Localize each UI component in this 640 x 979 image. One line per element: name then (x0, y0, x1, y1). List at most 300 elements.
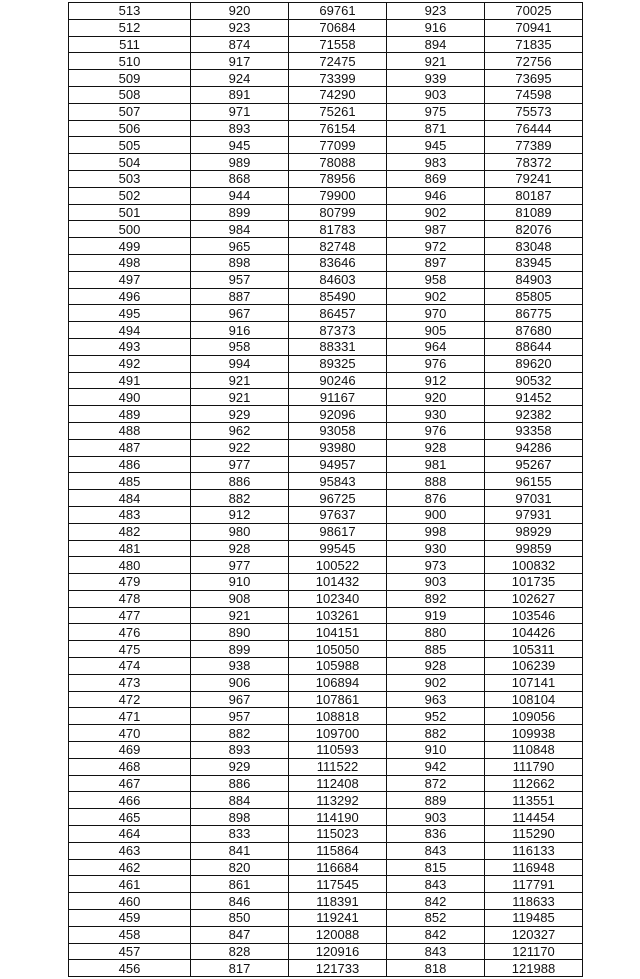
cumulative-cell-b: 97031 (485, 490, 583, 507)
cumulative-cell-b: 74598 (485, 86, 583, 103)
count-cell-a: 980 (191, 523, 289, 540)
cumulative-cell-b: 91452 (485, 389, 583, 406)
cumulative-cell-b: 93358 (485, 422, 583, 439)
table-row (69, 876, 583, 893)
count-cell-a: 899 (191, 641, 289, 658)
count-cell-b: 970 (387, 305, 485, 322)
count-cell-b: 880 (387, 624, 485, 641)
cumulative-cell-a: 111522 (289, 758, 387, 775)
cumulative-cell-a: 89325 (289, 355, 387, 372)
cumulative-cell-b: 102627 (485, 590, 583, 607)
table-row (69, 19, 583, 36)
cumulative-cell-a: 84603 (289, 271, 387, 288)
count-cell-b: 921 (387, 53, 485, 70)
count-cell-a: 921 (191, 372, 289, 389)
cumulative-cell-a: 113292 (289, 792, 387, 809)
count-cell-a: 917 (191, 53, 289, 70)
count-cell-b: 919 (387, 607, 485, 624)
cumulative-cell-b: 73695 (485, 70, 583, 87)
table-row (69, 658, 583, 675)
score-cell: 465 (69, 809, 191, 826)
cumulative-cell-b: 116948 (485, 859, 583, 876)
cumulative-cell-a: 119241 (289, 910, 387, 927)
table-row (69, 3, 583, 20)
count-cell-a: 945 (191, 137, 289, 154)
cumulative-cell-b: 95267 (485, 456, 583, 473)
score-cell: 508 (69, 86, 191, 103)
cumulative-cell-a: 93058 (289, 422, 387, 439)
cumulative-cell-a: 114190 (289, 809, 387, 826)
cumulative-cell-a: 77099 (289, 137, 387, 154)
score-cell: 512 (69, 19, 191, 36)
cumulative-cell-a: 102340 (289, 590, 387, 607)
score-cell: 509 (69, 70, 191, 87)
count-cell-a: 817 (191, 960, 289, 977)
count-cell-b: 903 (387, 574, 485, 591)
count-cell-b: 998 (387, 523, 485, 540)
cumulative-cell-a: 105050 (289, 641, 387, 658)
count-cell-a: 912 (191, 506, 289, 523)
cumulative-cell-b: 120327 (485, 926, 583, 943)
cumulative-cell-b: 96155 (485, 473, 583, 490)
count-cell-a: 906 (191, 674, 289, 691)
cumulative-cell-a: 95843 (289, 473, 387, 490)
count-cell-b: 939 (387, 70, 485, 87)
count-cell-b: 987 (387, 221, 485, 238)
count-cell-a: 910 (191, 574, 289, 591)
cumulative-cell-a: 75261 (289, 103, 387, 120)
count-cell-b: 882 (387, 725, 485, 742)
cumulative-cell-b: 83048 (485, 238, 583, 255)
score-cell: 487 (69, 439, 191, 456)
count-cell-b: 897 (387, 254, 485, 271)
cumulative-cell-b: 84903 (485, 271, 583, 288)
cumulative-cell-a: 87373 (289, 322, 387, 339)
score-cell: 510 (69, 53, 191, 70)
cumulative-cell-b: 105311 (485, 641, 583, 658)
table-row (69, 490, 583, 507)
table-row (69, 389, 583, 406)
cumulative-cell-b: 101735 (485, 574, 583, 591)
cumulative-cell-b: 83945 (485, 254, 583, 271)
count-cell-a: 957 (191, 271, 289, 288)
score-cell: 492 (69, 355, 191, 372)
table-row (69, 607, 583, 624)
count-cell-b: 928 (387, 658, 485, 675)
cumulative-cell-b: 77389 (485, 137, 583, 154)
count-cell-b: 945 (387, 137, 485, 154)
cumulative-cell-b: 88644 (485, 338, 583, 355)
cumulative-cell-a: 109700 (289, 725, 387, 742)
score-cell: 464 (69, 826, 191, 843)
count-cell-a: 920 (191, 3, 289, 20)
cumulative-cell-b: 86775 (485, 305, 583, 322)
score-cell: 458 (69, 926, 191, 943)
count-cell-b: 958 (387, 271, 485, 288)
table-row (69, 842, 583, 859)
cumulative-cell-b: 116133 (485, 842, 583, 859)
score-cell: 456 (69, 960, 191, 977)
table-row (69, 540, 583, 557)
count-cell-a: 891 (191, 86, 289, 103)
table-row (69, 288, 583, 305)
cumulative-cell-b: 90532 (485, 372, 583, 389)
score-cell: 495 (69, 305, 191, 322)
count-cell-a: 944 (191, 187, 289, 204)
score-cell: 461 (69, 876, 191, 893)
table-row (69, 137, 583, 154)
count-cell-a: 886 (191, 775, 289, 792)
table-row (69, 708, 583, 725)
cumulative-cell-a: 110593 (289, 742, 387, 759)
count-cell-b: 910 (387, 742, 485, 759)
score-cell: 466 (69, 792, 191, 809)
cumulative-cell-b: 92382 (485, 406, 583, 423)
count-cell-b: 942 (387, 758, 485, 775)
score-cell: 480 (69, 557, 191, 574)
cumulative-cell-b: 72756 (485, 53, 583, 70)
count-cell-a: 984 (191, 221, 289, 238)
count-cell-a: 989 (191, 154, 289, 171)
count-cell-b: 871 (387, 120, 485, 137)
count-cell-b: 930 (387, 540, 485, 557)
cumulative-cell-b: 106239 (485, 658, 583, 675)
cumulative-cell-a: 88331 (289, 338, 387, 355)
count-cell-a: 967 (191, 305, 289, 322)
cumulative-cell-b: 100832 (485, 557, 583, 574)
table-row (69, 120, 583, 137)
table-row (69, 53, 583, 70)
table-row (69, 943, 583, 960)
table-row (69, 204, 583, 221)
count-cell-a: 916 (191, 322, 289, 339)
cumulative-cell-b: 112662 (485, 775, 583, 792)
cumulative-cell-a: 80799 (289, 204, 387, 221)
count-cell-b: 842 (387, 893, 485, 910)
table-row (69, 775, 583, 792)
table-row (69, 893, 583, 910)
cumulative-cell-b: 71835 (485, 36, 583, 53)
cumulative-cell-a: 69761 (289, 3, 387, 20)
cumulative-cell-a: 79900 (289, 187, 387, 204)
table-row (69, 422, 583, 439)
count-cell-a: 994 (191, 355, 289, 372)
score-cell: 496 (69, 288, 191, 305)
table-row (69, 372, 583, 389)
cumulative-cell-a: 90246 (289, 372, 387, 389)
count-cell-a: 957 (191, 708, 289, 725)
count-cell-b: 902 (387, 288, 485, 305)
score-cell: 476 (69, 624, 191, 641)
score-cell: 498 (69, 254, 191, 271)
table-row (69, 960, 583, 977)
score-cell: 460 (69, 893, 191, 910)
score-cell: 477 (69, 607, 191, 624)
score-cell: 511 (69, 36, 191, 53)
count-cell-b: 964 (387, 338, 485, 355)
table-row (69, 792, 583, 809)
cumulative-cell-a: 121733 (289, 960, 387, 977)
table-row (69, 322, 583, 339)
score-cell: 482 (69, 523, 191, 540)
cumulative-cell-b: 76444 (485, 120, 583, 137)
count-cell-a: 850 (191, 910, 289, 927)
table-row (69, 238, 583, 255)
score-cell: 463 (69, 842, 191, 859)
count-cell-a: 884 (191, 792, 289, 809)
cumulative-cell-a: 105988 (289, 658, 387, 675)
count-cell-b: 902 (387, 204, 485, 221)
score-cell: 491 (69, 372, 191, 389)
cumulative-cell-b: 98929 (485, 523, 583, 540)
count-cell-b: 981 (387, 456, 485, 473)
cumulative-cell-b: 109056 (485, 708, 583, 725)
score-cell: 506 (69, 120, 191, 137)
count-cell-b: 843 (387, 876, 485, 893)
table-row (69, 305, 583, 322)
count-cell-a: 899 (191, 204, 289, 221)
cumulative-cell-a: 106894 (289, 674, 387, 691)
count-cell-b: 905 (387, 322, 485, 339)
cumulative-cell-a: 97637 (289, 506, 387, 523)
cumulative-cell-a: 98617 (289, 523, 387, 540)
cumulative-cell-a: 73399 (289, 70, 387, 87)
count-cell-b: 894 (387, 36, 485, 53)
score-cell: 503 (69, 170, 191, 187)
cumulative-cell-a: 120088 (289, 926, 387, 943)
cumulative-cell-a: 70684 (289, 19, 387, 36)
cumulative-cell-b: 70941 (485, 19, 583, 36)
table-row (69, 86, 583, 103)
cumulative-cell-b: 87680 (485, 322, 583, 339)
score-cell: 493 (69, 338, 191, 355)
cumulative-cell-b: 99859 (485, 540, 583, 557)
score-cell: 475 (69, 641, 191, 658)
count-cell-a: 908 (191, 590, 289, 607)
cumulative-cell-b: 80187 (485, 187, 583, 204)
count-cell-b: 976 (387, 355, 485, 372)
cumulative-cell-a: 93980 (289, 439, 387, 456)
cumulative-cell-a: 94957 (289, 456, 387, 473)
count-cell-a: 921 (191, 607, 289, 624)
count-cell-b: 928 (387, 439, 485, 456)
score-cell: 474 (69, 658, 191, 675)
count-cell-a: 890 (191, 624, 289, 641)
count-cell-a: 977 (191, 557, 289, 574)
count-cell-b: 892 (387, 590, 485, 607)
score-cell: 471 (69, 708, 191, 725)
score-cell: 501 (69, 204, 191, 221)
score-table (68, 2, 583, 977)
count-cell-a: 828 (191, 943, 289, 960)
table-row (69, 624, 583, 641)
count-cell-b: 852 (387, 910, 485, 927)
count-cell-b: 900 (387, 506, 485, 523)
cumulative-cell-b: 121170 (485, 943, 583, 960)
cumulative-cell-b: 94286 (485, 439, 583, 456)
count-cell-a: 923 (191, 19, 289, 36)
cumulative-cell-a: 118391 (289, 893, 387, 910)
count-cell-b: 972 (387, 238, 485, 255)
count-cell-b: 843 (387, 943, 485, 960)
count-cell-b: 952 (387, 708, 485, 725)
score-cell: 478 (69, 590, 191, 607)
score-cell: 507 (69, 103, 191, 120)
cumulative-cell-a: 82748 (289, 238, 387, 255)
count-cell-b: 888 (387, 473, 485, 490)
count-cell-a: 929 (191, 406, 289, 423)
table-row (69, 103, 583, 120)
cumulative-cell-b: 75573 (485, 103, 583, 120)
score-cell: 479 (69, 574, 191, 591)
count-cell-a: 967 (191, 691, 289, 708)
score-cell: 500 (69, 221, 191, 238)
table-row (69, 355, 583, 372)
score-cell: 467 (69, 775, 191, 792)
count-cell-b: 920 (387, 389, 485, 406)
score-cell: 504 (69, 154, 191, 171)
cumulative-cell-a: 104151 (289, 624, 387, 641)
count-cell-b: 903 (387, 809, 485, 826)
score-cell: 469 (69, 742, 191, 759)
score-cell: 468 (69, 758, 191, 775)
count-cell-a: 833 (191, 826, 289, 843)
score-table-body (69, 3, 583, 977)
count-cell-a: 893 (191, 742, 289, 759)
table-row (69, 70, 583, 87)
score-cell: 513 (69, 3, 191, 20)
cumulative-cell-a: 99545 (289, 540, 387, 557)
count-cell-a: 962 (191, 422, 289, 439)
cumulative-cell-a: 76154 (289, 120, 387, 137)
table-row (69, 439, 583, 456)
count-cell-b: 876 (387, 490, 485, 507)
count-cell-a: 922 (191, 439, 289, 456)
count-cell-b: 836 (387, 826, 485, 843)
count-cell-b: 975 (387, 103, 485, 120)
count-cell-b: 818 (387, 960, 485, 977)
count-cell-b: 872 (387, 775, 485, 792)
count-cell-b: 983 (387, 154, 485, 171)
count-cell-a: 977 (191, 456, 289, 473)
count-cell-a: 847 (191, 926, 289, 943)
cumulative-cell-a: 107861 (289, 691, 387, 708)
score-cell: 484 (69, 490, 191, 507)
score-cell: 497 (69, 271, 191, 288)
count-cell-a: 921 (191, 389, 289, 406)
cumulative-cell-b: 110848 (485, 742, 583, 759)
table-row (69, 557, 583, 574)
cumulative-cell-a: 120916 (289, 943, 387, 960)
score-cell: 485 (69, 473, 191, 490)
cumulative-cell-a: 71558 (289, 36, 387, 53)
count-cell-b: 885 (387, 641, 485, 658)
cumulative-cell-a: 101432 (289, 574, 387, 591)
count-cell-a: 893 (191, 120, 289, 137)
count-cell-b: 902 (387, 674, 485, 691)
count-cell-a: 820 (191, 859, 289, 876)
cumulative-cell-b: 111790 (485, 758, 583, 775)
cumulative-cell-a: 92096 (289, 406, 387, 423)
count-cell-a: 924 (191, 70, 289, 87)
count-cell-b: 842 (387, 926, 485, 943)
table-row (69, 758, 583, 775)
table-row (69, 725, 583, 742)
table-row (69, 271, 583, 288)
cumulative-cell-a: 85490 (289, 288, 387, 305)
cumulative-cell-a: 117545 (289, 876, 387, 893)
score-cell: 490 (69, 389, 191, 406)
count-cell-a: 868 (191, 170, 289, 187)
count-cell-b: 912 (387, 372, 485, 389)
count-cell-a: 874 (191, 36, 289, 53)
cumulative-cell-b: 70025 (485, 3, 583, 20)
table-row (69, 473, 583, 490)
cumulative-cell-b: 113551 (485, 792, 583, 809)
score-cell: 505 (69, 137, 191, 154)
count-cell-a: 846 (191, 893, 289, 910)
count-cell-a: 887 (191, 288, 289, 305)
count-cell-b: 843 (387, 842, 485, 859)
table-row (69, 506, 583, 523)
count-cell-b: 903 (387, 86, 485, 103)
count-cell-b: 869 (387, 170, 485, 187)
cumulative-cell-a: 116684 (289, 859, 387, 876)
table-row (69, 574, 583, 591)
count-cell-b: 815 (387, 859, 485, 876)
count-cell-a: 965 (191, 238, 289, 255)
count-cell-a: 971 (191, 103, 289, 120)
score-cell: 457 (69, 943, 191, 960)
count-cell-b: 973 (387, 557, 485, 574)
score-cell: 502 (69, 187, 191, 204)
count-cell-a: 882 (191, 725, 289, 742)
score-cell: 483 (69, 506, 191, 523)
score-cell: 459 (69, 910, 191, 927)
table-row (69, 221, 583, 238)
score-cell: 488 (69, 422, 191, 439)
table-row (69, 859, 583, 876)
table-row (69, 36, 583, 53)
score-cell: 462 (69, 859, 191, 876)
cumulative-cell-b: 79241 (485, 170, 583, 187)
table-row (69, 154, 583, 171)
table-row (69, 674, 583, 691)
table-row (69, 809, 583, 826)
cumulative-cell-a: 115864 (289, 842, 387, 859)
score-cell: 472 (69, 691, 191, 708)
count-cell-b: 930 (387, 406, 485, 423)
table-row (69, 926, 583, 943)
table-row (69, 590, 583, 607)
score-cell: 470 (69, 725, 191, 742)
cumulative-cell-b: 107141 (485, 674, 583, 691)
count-cell-b: 916 (387, 19, 485, 36)
cumulative-cell-a: 91167 (289, 389, 387, 406)
table-row (69, 338, 583, 355)
table-row (69, 406, 583, 423)
table-row (69, 691, 583, 708)
cumulative-cell-a: 83646 (289, 254, 387, 271)
count-cell-b: 923 (387, 3, 485, 20)
cumulative-cell-b: 115290 (485, 826, 583, 843)
count-cell-b: 946 (387, 187, 485, 204)
score-cell: 494 (69, 322, 191, 339)
table-row (69, 826, 583, 843)
cumulative-cell-b: 89620 (485, 355, 583, 372)
cumulative-cell-b: 121988 (485, 960, 583, 977)
count-cell-a: 898 (191, 809, 289, 826)
